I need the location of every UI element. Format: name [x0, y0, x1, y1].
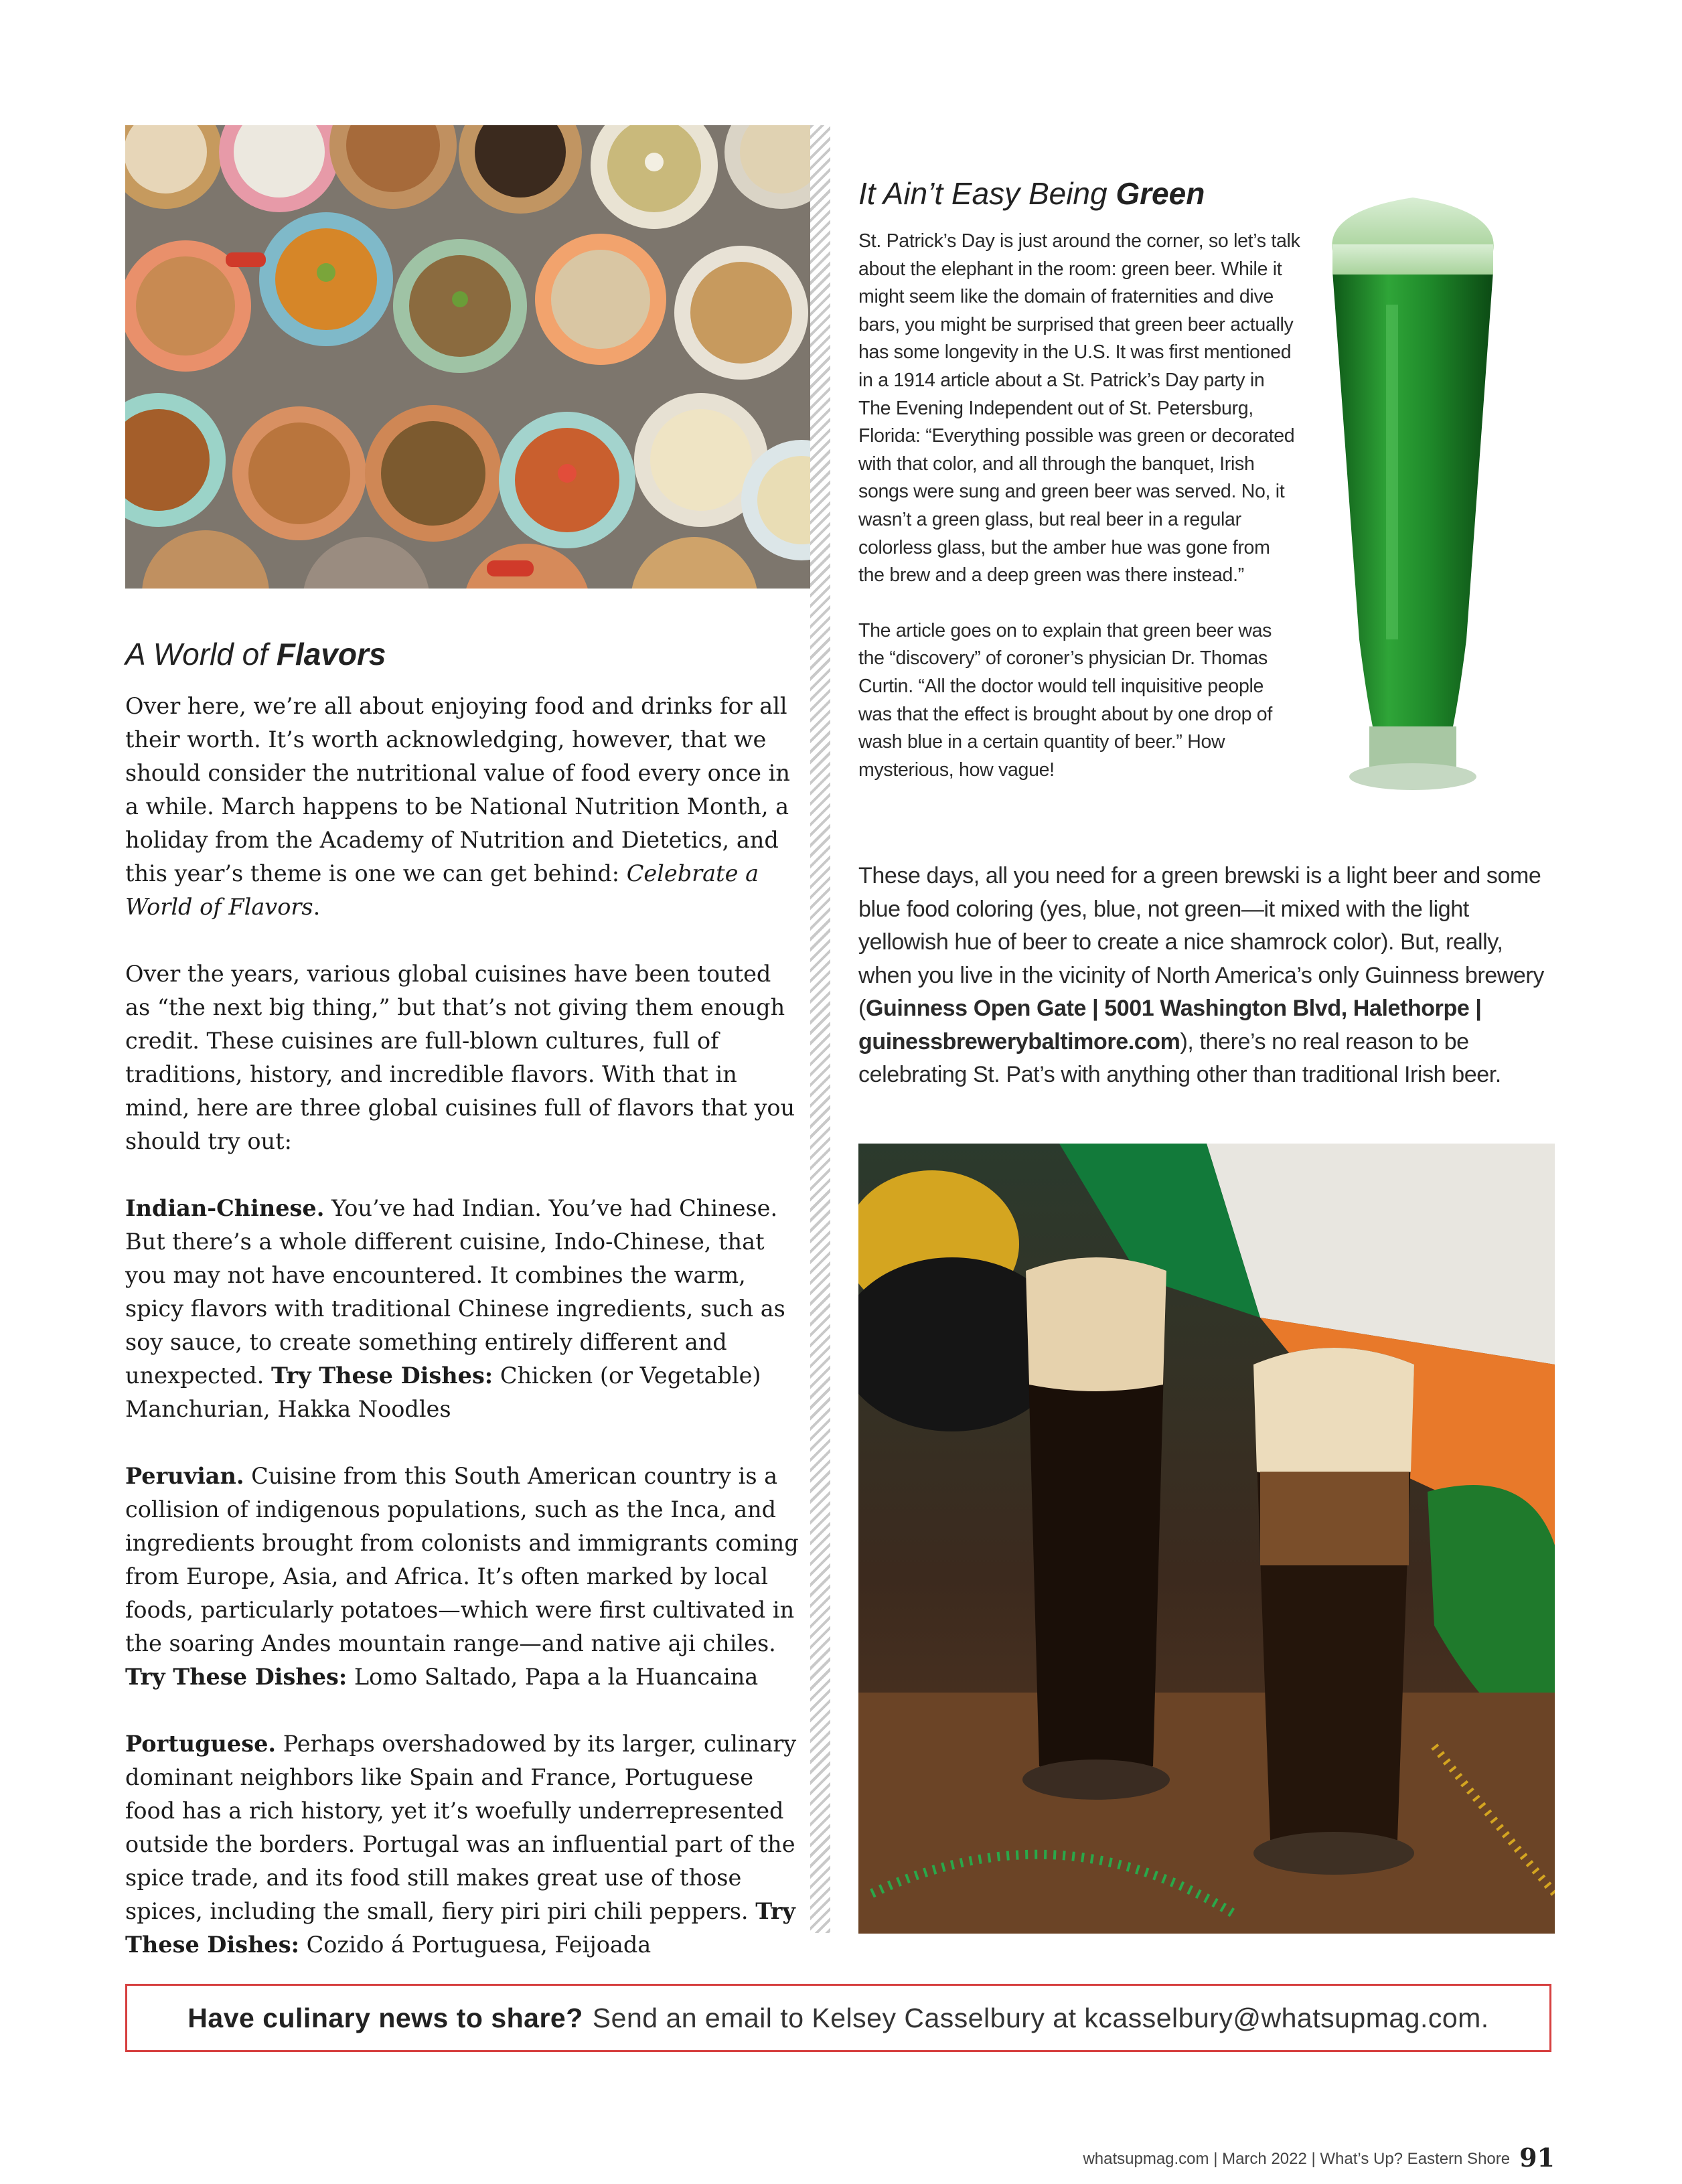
- callout-text: Send an email to Kelsey Casselbury at kcasselbury@whatsupmag.com.: [592, 2002, 1489, 2033]
- intro-paragraph-2: Over the years, various global cuisines have been touted as “the next big thing,” but that’s not giving them enough credit. These cuisines are full-blown cultures, full of traditions, history, and incredible flavors. With that in mind, here are three global cuisines full of flavors that you should try out:: [125, 961, 795, 1154]
- stout-beers-illustration: [858, 1144, 1555, 1934]
- soup-bowls-photo: [125, 125, 820, 589]
- cuisine-paragraph: [125, 1460, 801, 1694]
- page-footer: [937, 2142, 1555, 2173]
- hatched-column-divider: [810, 125, 830, 1933]
- green-beer-outro: [858, 860, 1555, 1092]
- green-beer-paragraph-3: [858, 860, 1555, 1092]
- try-dishes-label: Try These Dishes:: [125, 1664, 348, 1690]
- dishes-list: Chicken (or Vegetable) Manchurian, Hakka Noodles: [125, 1362, 761, 1422]
- cuisine-text: You’ve had Indian. You’ve had Chinese. But there’s a whole different cuisine, Indo-Chinese, that you may not have encountered. It combines the warm, spicy flavors with traditional Chinese ingredients, such as soy sauce, to create something entirely different and unexpected.: [125, 1195, 785, 1389]
- culinary-news-callout: [125, 1984, 1551, 2052]
- cuisine-text: Perhaps overshadowed by its larger, culinary dominant neighbors like Spain and France, Portuguese food has a rich history, yet it’s woefully underrepresented outside the borders. Portugal was an influential part of the spice trade, and its food still makes great use of those spices, including the small, fiery piri piri chili peppers.: [125, 1731, 797, 1924]
- outro-text: These days, all you need for a green brewski is a light beer and some blue food coloring (yes, blue, not green—it mixed with the light yellowish hue of beer to create a nice shamrock color). But, really, when you live in the vicinity of North America’s only Guinness brewery (: [858, 863, 1544, 1021]
- intro-paragraph-1: [125, 690, 801, 924]
- dishes-list: Cozido á Portuguesa, Feijoada: [299, 1932, 652, 1958]
- world-of-flavors-body: [125, 690, 801, 1995]
- world-of-flavors-heading: [125, 636, 386, 672]
- guinness-brewery-info: Guinness Open Gate | 5001 Washington Blvd, Halethorpe | guinessbrewerybaltimore.com: [858, 996, 1482, 1055]
- try-dishes-label: Try These Dishes:: [271, 1362, 493, 1389]
- green-beer-heading: [858, 175, 1205, 212]
- green-beer-glass-photo: [1312, 171, 1513, 840]
- page-number: 91: [1519, 2142, 1555, 2173]
- cuisine-name: Peruvian.: [125, 1463, 244, 1489]
- green-beer-paragraph-1: St. Patrick’s Day is just around the corner, so let’s talk about the elephant in the room: green beer. While it might seem like the domain of fraternities and dive bars, you might be surprised that green beer actually has some longevity in the U.S. It was first mentioned in a 1914 article about a St. Patrick’s Day party in The Evening Independent out of St. Petersburg, Florida: “Everything possible was green or decorated with that color, and all through the banquet, Irish songs were sung and green beer was served. No, it wasn’t a green glass, but real beer in a regular colorless glass, but the amber hue was gone from the brew and a deep green was there instead.”: [858, 230, 1300, 587]
- intro-end: .: [313, 894, 321, 920]
- heading-bold: Flavors: [276, 637, 386, 672]
- green-beer-paragraph-2: The article goes on to explain that green beer was the “discovery” of coroner’s physician Dr. Thomas Curtin. “All the doctor would tell inquisitive people was that the effect is brought about by one drop of wash blue in a certain quantity of beer.” How mysterious, how vague!: [858, 619, 1272, 781]
- green-beer-glass-illustration: [1312, 171, 1513, 840]
- cuisine-name: Indian-Chinese.: [125, 1195, 325, 1221]
- intro-text: Over here, we’re all about enjoying food and drinks for all their worth. It’s worth acknowledging, however, that we should consider the nutritional value of food every once in a while. March happens to be National Nutrition Month, a holiday from the Academy of Nutrition and Dietetics, and this year’s theme is one we can get behind:: [125, 693, 790, 886]
- heading-prefix: A World of: [125, 637, 277, 672]
- cuisine-name: Portuguese.: [125, 1731, 277, 1757]
- cuisine-paragraph: [125, 1192, 801, 1426]
- stout-beers-photo: [858, 1144, 1555, 1934]
- try-dishes-label: Try These Dishes:: [125, 1898, 795, 1958]
- outro-end: ), there’s no real reason to be celebrating St. Pat’s with anything other than traditional Irish beer.: [858, 1028, 1501, 1087]
- heading-bold: Green: [1116, 176, 1205, 211]
- dishes-list: Lomo Saltado, Papa a la Huancaina: [347, 1664, 759, 1690]
- cuisine-paragraph: [125, 1727, 801, 1962]
- theme-title: Celebrate a World of Flavors: [125, 860, 759, 920]
- footer-text: whatsupmag.com | March 2022 | What’s Up? Eastern Shore: [1083, 2150, 1511, 2168]
- callout-bold-text: Have culinary news to share?: [187, 2002, 583, 2033]
- heading-prefix: It Ain’t Easy Being: [858, 176, 1116, 211]
- soup-bowls-illustration: [125, 125, 820, 589]
- green-beer-intro: [858, 228, 1300, 811]
- cuisine-text: Cuisine from this South American country is a collision of indigenous populations, such as the Inca, and ingredients brought from colonists and immigrants coming from Europe, Asia, and Africa. It’s often marked by local foods, particularly potatoes—which were first cultivated in the soaring Andes mountain range—and native aji chiles.: [125, 1463, 799, 1656]
